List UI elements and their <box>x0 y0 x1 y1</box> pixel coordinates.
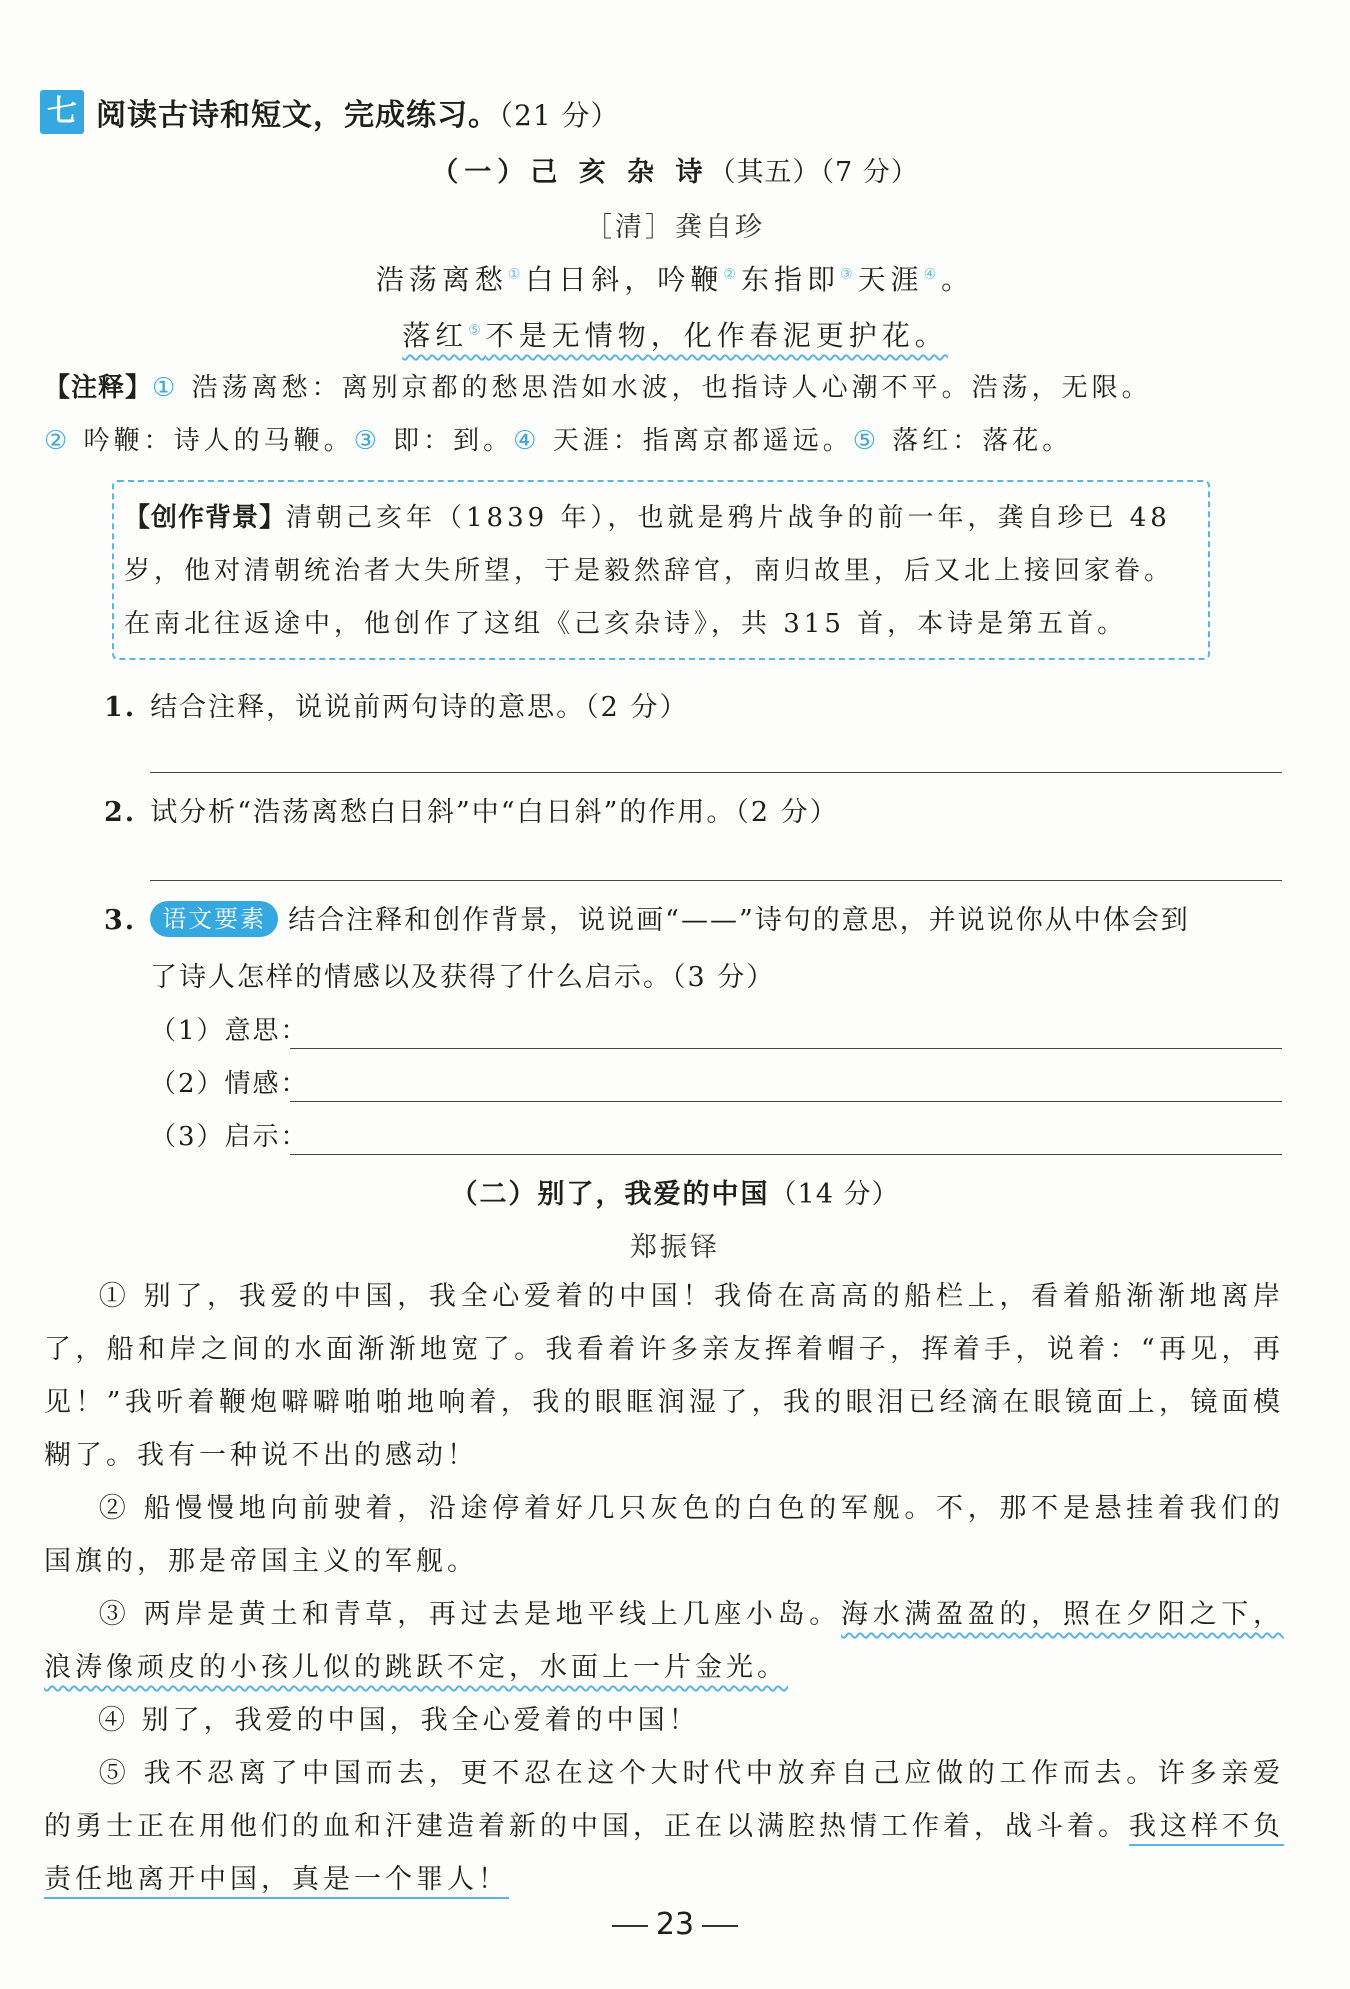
paragraph-2 <box>44 1482 1284 1588</box>
poem-title <box>0 150 1350 189</box>
paragraph-text: ④ 别了，我爱的中国，我全心爱着的中国！ <box>98 1705 700 1736</box>
note-number: ④ <box>513 426 541 456</box>
question-number: 2. <box>104 797 137 828</box>
poem-text: 白日斜，吟鞭 <box>525 263 724 296</box>
poem-author: ［清］龚自珍 <box>585 212 765 243</box>
note-text: 浩荡离愁：离别京都的愁思浩如水波，也指诗人心潮不平。浩荡，无限。 <box>179 373 1152 403</box>
creation-background-box <box>112 480 1210 660</box>
poem-text: 。 <box>941 263 975 296</box>
answer-line-q3-1[interactable] <box>290 1048 1282 1049</box>
annotations <box>44 362 1284 468</box>
page-number-dash <box>702 1925 738 1927</box>
section-title <box>96 90 620 134</box>
paragraph-text: ① 别了，我爱的中国，我全心爱着的中国！我倚在高高的船栏上，看着船渐渐地离岸了，船和岸之间的水面渐渐地宽了。我看着许多亲友挥着帽子，挥着手，说着：“再见，再见！”我听着鞭炮噼噼啪啪地响着，我的眼眶润湿了，我的眼泪已经滴在眼镜面上，镜面模糊了。我有一种说不出的感动！ <box>44 1281 1284 1471</box>
poem-line-2 <box>0 314 1350 354</box>
article-score: （14 分） <box>769 1179 900 1210</box>
background-label: 【创作背景】 <box>124 503 287 533</box>
poem-title-suffix: （其五）（7 分） <box>708 157 919 188</box>
question-1 <box>104 685 688 724</box>
annotations-label: 【注释】 <box>44 373 153 403</box>
section-score: （21 分） <box>499 99 620 132</box>
paragraph-text: ② 船慢慢地向前驶着，沿途停着好几只灰色的白色的军舰。不，那不是悬挂着我们的国旗的，那是帝国主义的军舰。 <box>44 1493 1284 1577</box>
question-3 <box>104 898 1190 937</box>
annotation-mark: ⑤ <box>468 322 486 339</box>
annotation-mark: ① <box>507 266 526 283</box>
paragraph-5 <box>44 1747 1284 1906</box>
answer-line-q3-3[interactable] <box>290 1154 1282 1155</box>
answer-line-q2[interactable] <box>150 880 1282 881</box>
page-number-text: 23 <box>655 1907 695 1942</box>
question-2 <box>104 790 839 829</box>
article-title <box>0 1172 1350 1211</box>
paragraph-1 <box>44 1270 1284 1482</box>
q3-sub-1-label: （1）意思： <box>150 1016 309 1046</box>
answer-line-q3-2[interactable] <box>290 1101 1282 1102</box>
poem-text: 不是无情物，化作春泥更护花。 <box>485 319 948 352</box>
note-number: ③ <box>353 426 381 456</box>
annotation-mark: ④ <box>923 266 942 283</box>
underlined-sentence: 海水满盈盈的，照在夕阳之下，浪涛像顽皮的小孩儿似的跳跃不定，水面上一片金光。 <box>44 1599 1285 1683</box>
poem-text: 落红 <box>402 319 469 352</box>
underlined-poem-line <box>402 319 948 352</box>
language-element-badge: 语文要素 <box>150 901 278 937</box>
poem-text: 东指即 <box>740 263 840 296</box>
article-author: 郑振铎 <box>630 1232 720 1263</box>
question-number: 3. <box>104 905 137 936</box>
note-number: ② <box>44 426 72 456</box>
question-3-line-2 <box>150 955 775 994</box>
background-text: 清朝己亥年（1839 年），也就是鸦片战争的前一年，龚自珍已 48 岁，他对清朝统治者大失所望，于是毅然辞官，南归故里，后又北上接回家眷。在南北往返途中，他创作了这组《己亥杂诗》，共 315 首，本诗是第五首。 <box>124 503 1175 639</box>
question-text: 结合注释，说说前两句诗的意思。（2 分） <box>150 692 689 723</box>
paragraph-3 <box>44 1588 1284 1694</box>
note-text: 落红：落花。 <box>880 426 1073 456</box>
note-text: 即：到。 <box>380 426 514 456</box>
answer-line-q1[interactable] <box>150 772 1282 773</box>
underlined-sentence: 我这样不负责任地离开中国，真是一个罪人！ <box>44 1811 1284 1895</box>
section-number-badge: 七 <box>40 90 84 134</box>
section-title-text: 阅读古诗和短文，完成练习。 <box>96 98 499 133</box>
section-heading <box>40 90 620 134</box>
question-text: 试分析“浩荡离愁白日斜”中“白日斜”的作用。（2 分） <box>150 797 839 828</box>
q3-sub-2-label: （2）情感： <box>150 1069 309 1099</box>
paragraph-text: ③ 两岸是黄土和青草，再过去是地平线上几座小岛。 <box>98 1599 841 1630</box>
annotation-mark: ③ <box>840 266 858 283</box>
poem-line-1 <box>0 258 1350 298</box>
paragraph-4 <box>44 1694 1284 1747</box>
question-number: 1. <box>104 692 137 723</box>
note-number: ⑤ <box>852 426 881 456</box>
page-number-dash <box>612 1925 648 1927</box>
q3-sub-3-label: （3）启示： <box>150 1122 309 1152</box>
note-number: ① <box>152 373 180 403</box>
page-number <box>0 1907 1350 1942</box>
question-text: 了诗人怎样的情感以及获得了什么启示。（3 分） <box>150 962 776 993</box>
article-title-text: （二）别了，我爱的中国 <box>450 1179 770 1210</box>
note-text: 吟鞭：诗人的马鞭。 <box>71 426 354 456</box>
question-text: 结合注释和创作背景，说说画“——”诗句的意思，并说说你从中体会到 <box>288 905 1190 936</box>
poem-text: 天涯 <box>857 263 924 296</box>
poem-title-text: （一）己 亥 杂 诗 <box>431 157 709 188</box>
poem-text: 浩荡离愁 <box>375 263 508 296</box>
paragraph-text: ⑤ 我不忍离了中国而去，更不忍在这个大时代中放弃自己应做的工作而去。许多亲爱的勇士正在用他们的血和汗建造着新的中国，正在以满腔热情工作着，战斗着。 <box>44 1758 1284 1842</box>
annotation-mark: ② <box>723 266 741 283</box>
note-text: 天涯：指离京都遥远。 <box>540 426 853 456</box>
